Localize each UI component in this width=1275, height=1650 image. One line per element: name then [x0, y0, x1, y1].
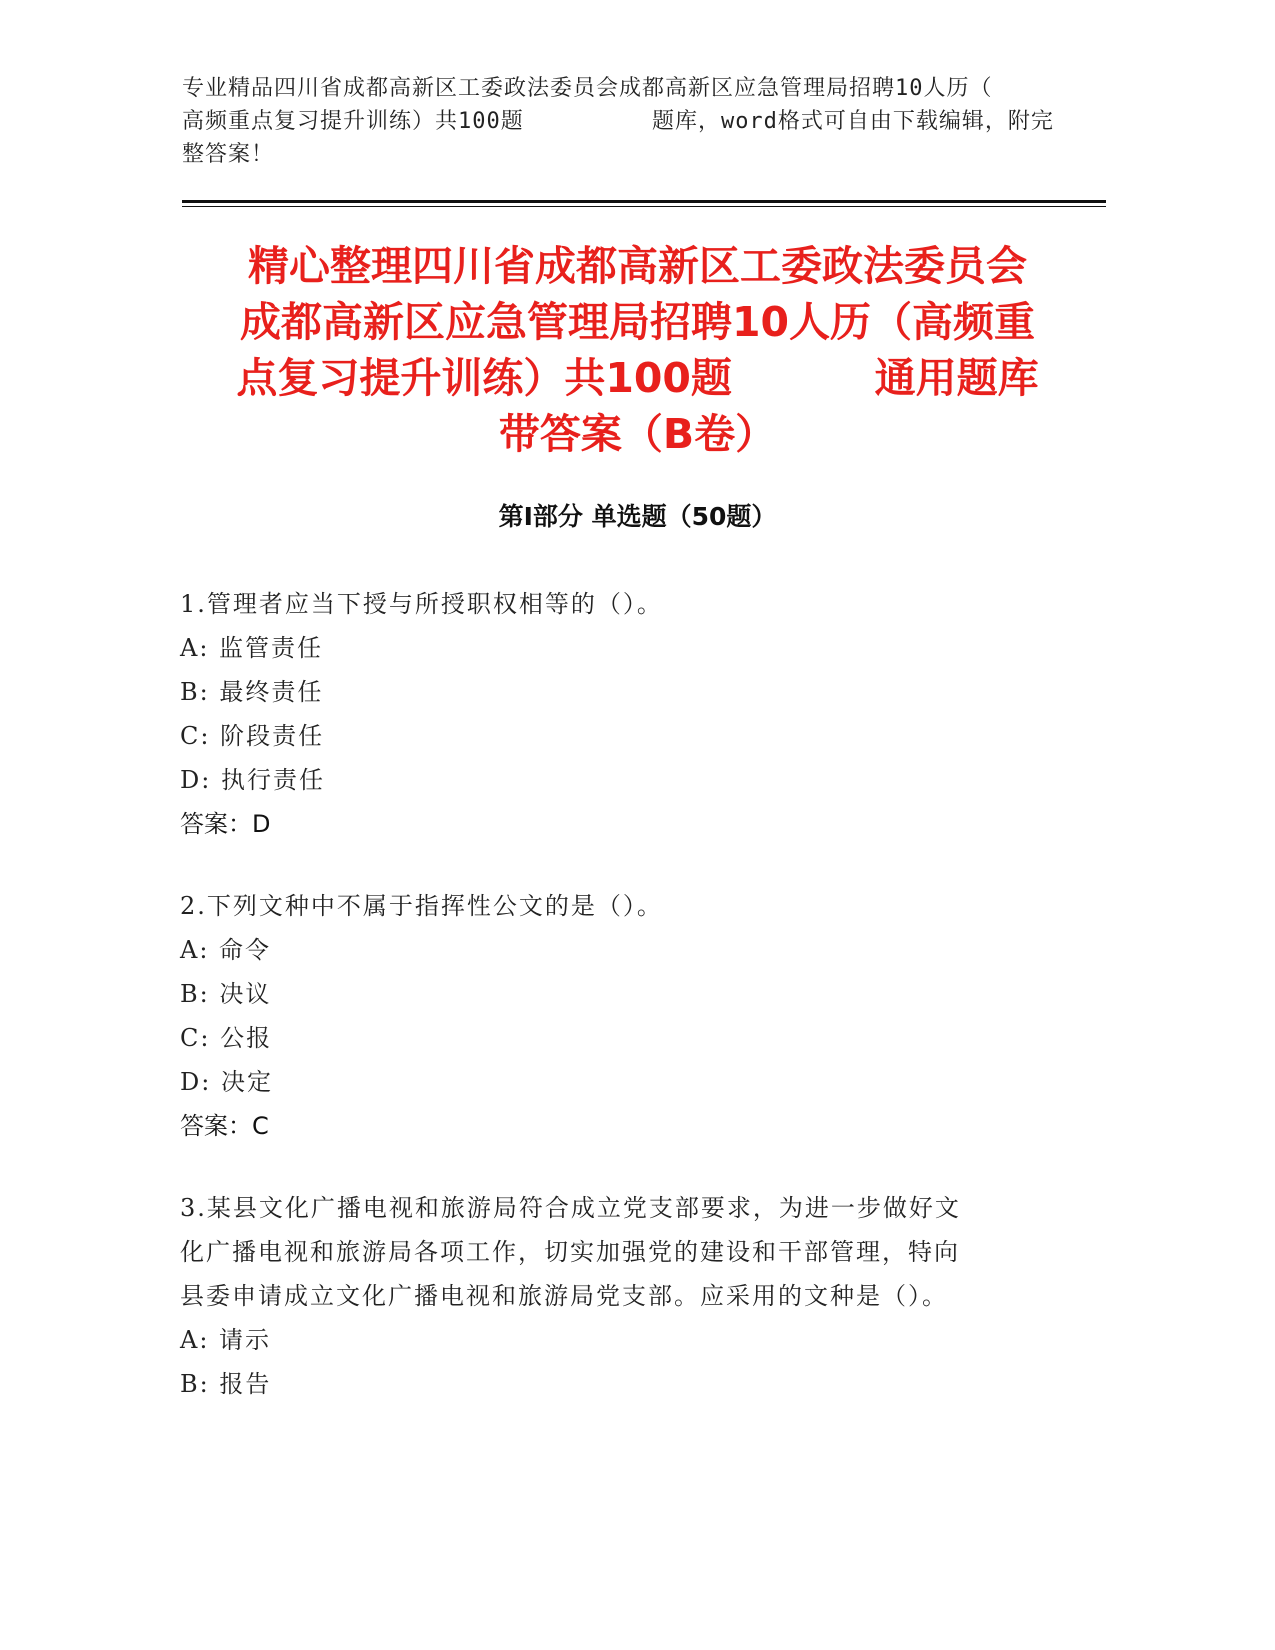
header-note-line: 专业精品四川省成都高新区工委政法委员会成都高新区应急管理局招聘10人历（ — [182, 76, 993, 101]
option-a: A: 请示 — [180, 1326, 272, 1354]
option-a: A: 监管责任 — [180, 634, 324, 662]
header-divider-thin — [182, 206, 1106, 207]
question-item — [180, 884, 1040, 1148]
option-c: C: 公报 — [180, 1024, 273, 1052]
answer-line: 答案：D — [180, 810, 271, 838]
option-c: C: 阶段责任 — [180, 722, 325, 750]
document-title — [150, 238, 1125, 462]
title-line: 点复习提升训练）共100题 通用题库 — [236, 354, 1039, 402]
question-stem: 2.下列文种中不属于指挥性公文的是（）。 — [180, 892, 663, 920]
header-note-line: 高频重点复习提升训练）共100题 题库，word格式可自由下载编辑，附完 — [182, 109, 1054, 134]
question-item — [180, 582, 1040, 846]
section-heading: 第Ⅰ部分 单选题（50题） — [498, 502, 777, 531]
question-list — [180, 582, 1040, 1444]
answer-line: 答案：C — [180, 1112, 269, 1140]
question-item — [180, 1186, 1040, 1406]
title-line: 成都高新区应急管理局招聘10人历（高频重 — [239, 298, 1036, 346]
question-stem-line: 化广播电视和旅游局各项工作，切实加强党的建设和干部管理，特向 — [180, 1238, 960, 1266]
question-stem-line: 县委申请成立文化广播电视和旅游局党支部。应采用的文种是（）。 — [180, 1282, 948, 1310]
question-stem: 1.管理者应当下授与所授职权相等的（）。 — [180, 590, 663, 618]
title-line: 带答案（B卷） — [498, 410, 777, 458]
option-b: B: 最终责任 — [180, 678, 324, 706]
option-d: D: 决定 — [180, 1068, 273, 1096]
option-a: A: 命令 — [180, 936, 272, 964]
header-divider-thick — [182, 200, 1106, 203]
title-line: 精心整理四川省成都高新区工委政法委员会 — [248, 242, 1027, 290]
option-d: D: 执行责任 — [180, 766, 325, 794]
header-note-line: 整答案！ — [182, 142, 275, 167]
header-note — [182, 72, 1054, 171]
question-stem-line: 3.某县文化广播电视和旅游局符合成立党支部要求，为进一步做好文 — [180, 1194, 961, 1222]
option-b: B: 报告 — [180, 1370, 272, 1398]
option-b: B: 决议 — [180, 980, 272, 1008]
